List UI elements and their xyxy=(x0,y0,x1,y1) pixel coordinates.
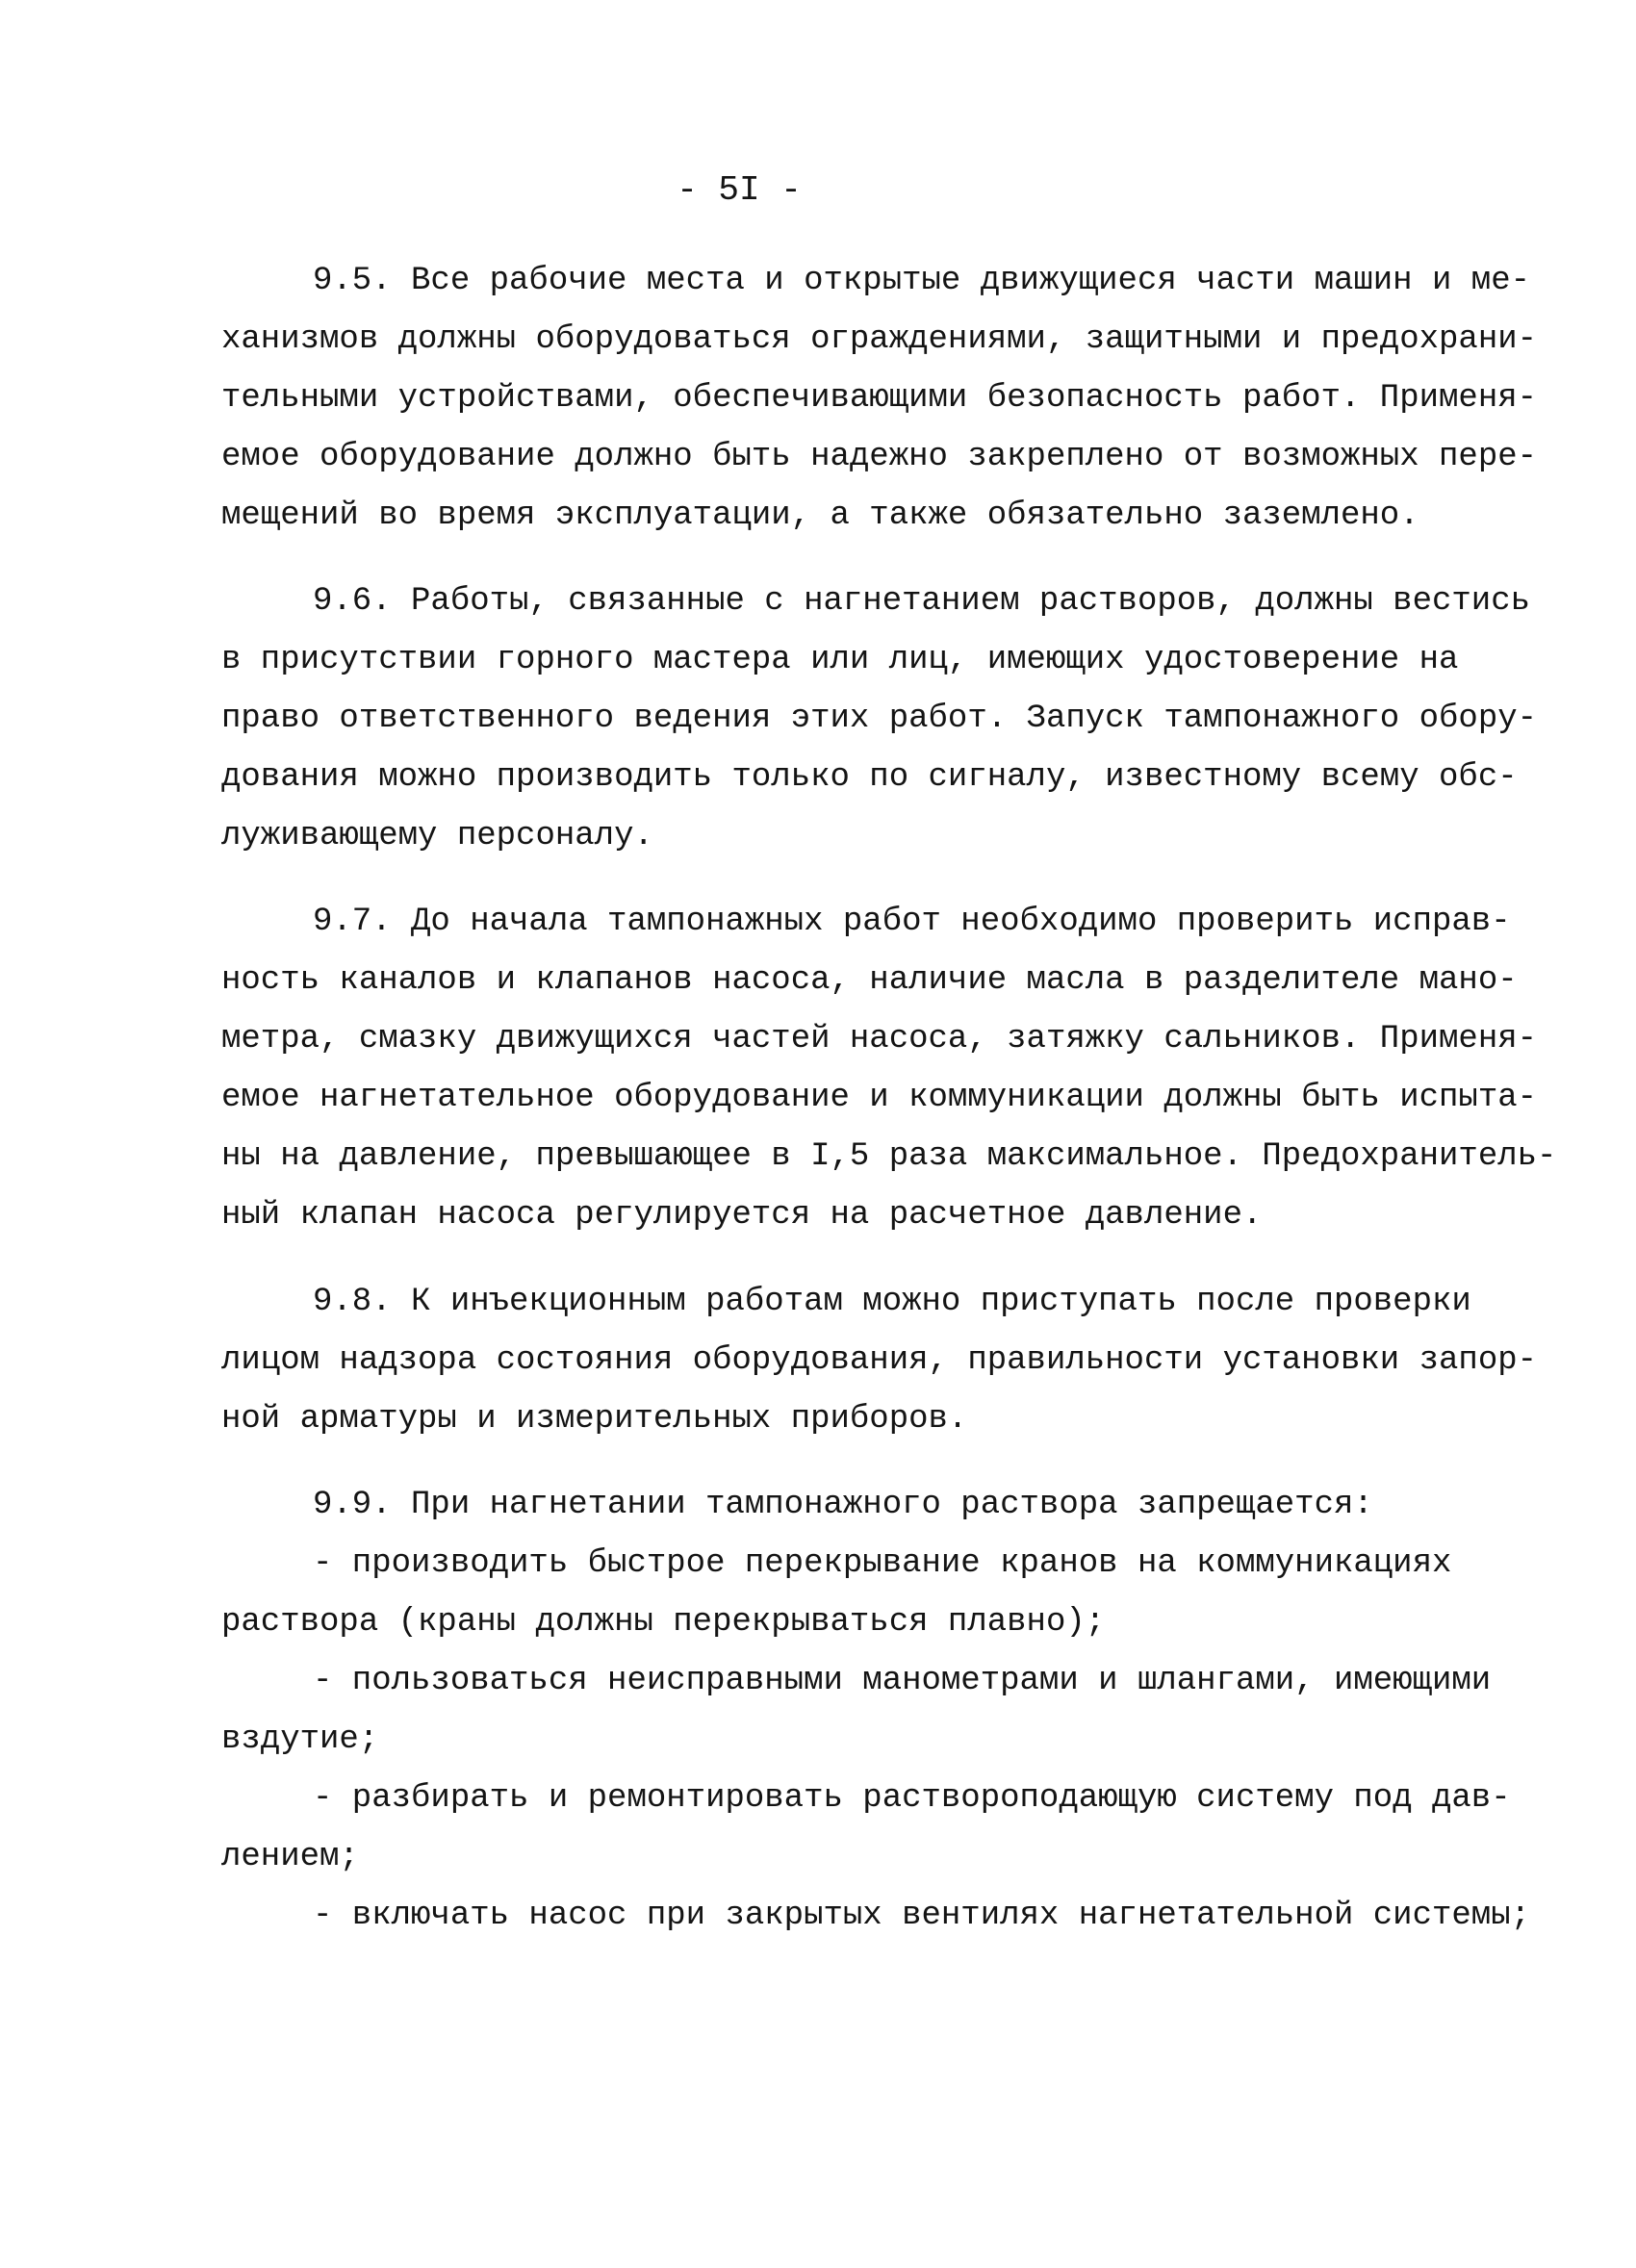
paragraph-line: дования можно производить только по сигналу, известному всему обс- xyxy=(221,759,1518,796)
paragraph-line: 9.7. До начала тампонажных работ необходимо проверить исправ- xyxy=(313,904,1511,940)
paragraph-line: луживающему персоналу. xyxy=(221,818,653,854)
list-item-line: вздутие; xyxy=(221,1721,379,1758)
paragraph-line: 9.5. Все рабочие места и открытые движущиеся части машин и ме- xyxy=(313,263,1531,299)
list-item-line: - производить быстрое перекрывание кранов на коммуникациях xyxy=(313,1545,1452,1582)
paragraph-line: ханизмов должны оборудоваться ограждениями, защитными и предохрани- xyxy=(221,321,1538,358)
paragraph-line: 9.8. К инъекционным работам можно приступать после проверки xyxy=(313,1284,1471,1320)
page-number: - 5I - xyxy=(677,170,802,210)
paragraph-line: 9.9. При нагнетании тампонажного раствора запрещается: xyxy=(313,1487,1373,1523)
paragraph-line: ны на давление, превышающее в I,5 раза максимальное. Предохранитель- xyxy=(221,1138,1557,1175)
paragraph-line: право ответственного ведения этих работ. Запуск тампонажного обору- xyxy=(221,701,1538,737)
paragraph-line: лицом надзора состояния оборудования, правильности установки запор- xyxy=(221,1342,1538,1379)
paragraph-line: емое нагнетательное оборудование и коммуникации должны быть испыта- xyxy=(221,1080,1538,1116)
paragraph-line: емое оборудование должно быть надежно закреплено от возможных пере- xyxy=(221,439,1538,475)
paragraph-line: ный клапан насоса регулируется на расчетное давление. xyxy=(221,1197,1263,1234)
paragraph-line: мещений во время эксплуатации, а также обязательно заземлено. xyxy=(221,497,1419,534)
list-item-line: - пользоваться неисправными манометрами и шлангами, имеющими xyxy=(313,1663,1492,1699)
paragraph-line: 9.6. Работы, связанные с нагнетанием растворов, должны вестись xyxy=(313,583,1531,620)
paragraph-line: ной арматуры и измерительных приборов. xyxy=(221,1401,968,1438)
paragraph-line: метра, смазку движущихся частей насоса, затяжку сальников. Применя- xyxy=(221,1021,1538,1058)
list-item-line: - включать насос при закрытых вентилях нагнетательной системы; xyxy=(313,1898,1531,1934)
list-item-line: раствора (краны должны перекрываться плавно); xyxy=(221,1604,1106,1641)
list-item-line: лением; xyxy=(221,1839,359,1875)
paragraph-line: в присутствии горного мастера или лиц, имеющих удостоверение на xyxy=(221,642,1459,678)
paragraph-line: тельными устройствами, обеспечивающими безопасность работ. Применя- xyxy=(221,380,1538,417)
paragraph-line: ность каналов и клапанов насоса, наличие масла в разделителе мано- xyxy=(221,962,1518,999)
list-item-line: - разбирать и ремонтировать растворoподающую систему под дав- xyxy=(313,1780,1511,1817)
